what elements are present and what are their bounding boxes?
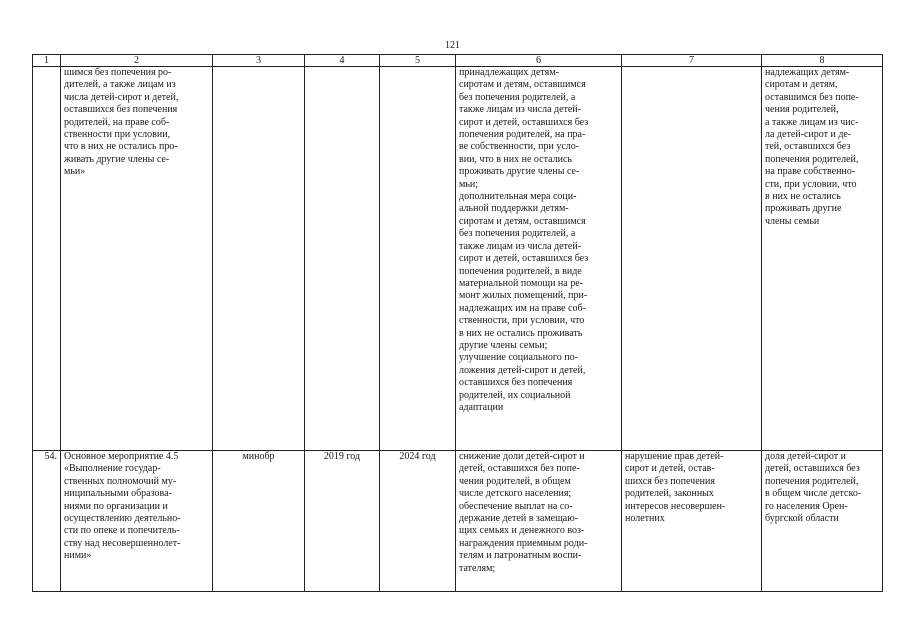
cont-cell-name: шимся без попечения ро- дителей, а также лицам из числа детей-сирот и детей, оставшихся без попечения родителей, на праве соб- ственности при условии, что в них не остались про- живать другие члены се- мьи» [61,67,213,451]
row54-result: снижение доли детей-сирот и детей, оставшихся без попе- чения родителей, в общем числе детского населения; обеспечение выплат на со- держание детей в замещаю- щих семьях и денежного воз- награждения приемным роди- телям и патронатным воспи- тателям; [456,451,622,592]
header-col-4: 4 [305,55,380,67]
table-row-continuation [33,67,883,451]
cont-cell-number [33,67,61,451]
cont-cell-end [380,67,456,451]
cont-cell-indicator: надлежащих детям- сиротам и детям, оставшимся без попе- чения родителей, а также лицам из чис- ла детей-сирот и де- тей, оставшихся без попечения родителей, на праве собственно- сти, при условии, что в них не остались проживать другие члены семьи [762,67,883,451]
cont-cell-start [305,67,380,451]
table-row-54 [33,451,883,592]
row54-start-year: 2019 год [305,451,380,592]
cont-cell-consequences [622,67,762,451]
row54-indicator: доля детей-сирот и детей, оставшихся без попечения родителей, в общем числе детско- го населения Орен- бургской области [762,451,883,592]
header-col-5: 5 [380,55,456,67]
row54-consequences: нарушение прав детей- сирот и детей, остав- шихся без попечения родителей, законных интересов несовершен- нолетних [622,451,762,592]
row54-executor: минобр [213,451,305,592]
header-col-2: 2 [61,55,213,67]
header-col-8: 8 [762,55,883,67]
activities-table [32,54,883,592]
row54-end-year: 2024 год [380,451,456,592]
row54-name: Основное мероприятие 4.5 «Выполнение государ- ственных полномочий му- ниципальными образова- ниями по организации и осуществлению деятельно- сти по опеке и попечитель- ству над несовершеннолет- ними» [61,451,213,592]
page-number: 121 [445,40,460,51]
header-col-7: 7 [622,55,762,67]
header-col-1: 1 [33,55,61,67]
header-col-6: 6 [456,55,622,67]
cont-cell-result: принадлежащих детям- сиротам и детям, оставшимся без попечения родителей, а также лицам из числа детей- сирот и детей, оставшихся без попечения родителей, на пра- ве собственности, при усло- вии, что в них не остались проживать другие члены се- мьи; дополнительная мера соци- альной поддержки детям- сиротам и детям, оставшимся без попечения родителей, а также лицам из числа детей- сирот и детей, оставшихся без попечения родителей, в виде материальной помощи на ре- монт жилых помещений, при- надлежащих им на праве соб- ственности, при условии, что в них не остались проживать другие члены семьи; улучшение социального по- ложения детей-сирот и детей, оставшихся без попечения родителей, их социальной адаптации [456,67,622,451]
header-col-3: 3 [213,55,305,67]
cont-cell-executor [213,67,305,451]
row54-number: 54. [33,451,61,592]
table-header-row [33,55,883,67]
